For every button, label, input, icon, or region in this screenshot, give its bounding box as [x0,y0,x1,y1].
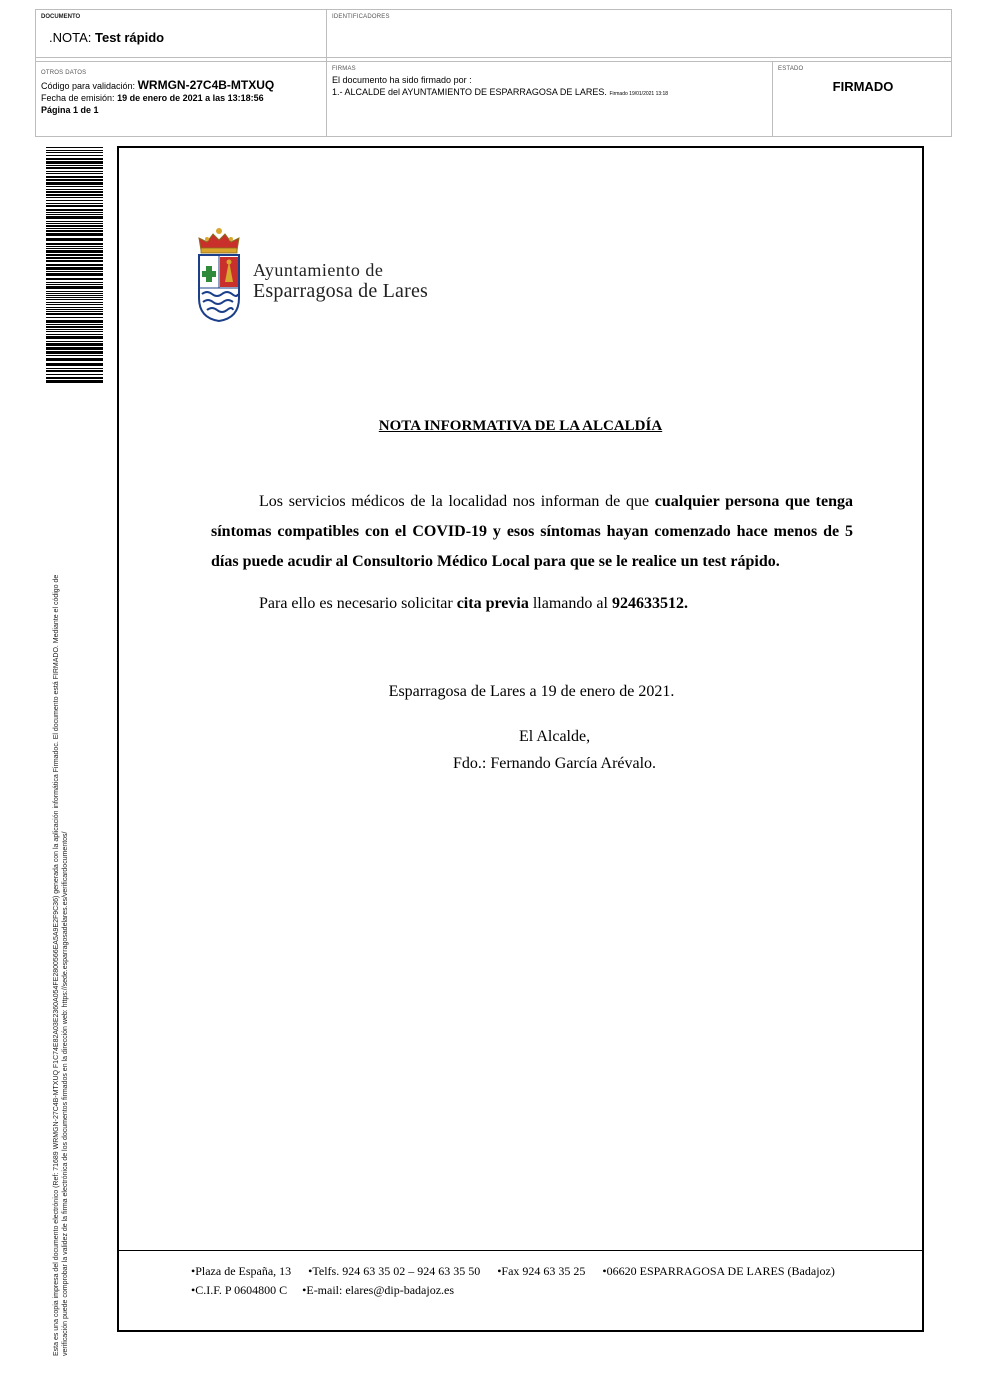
documento-cell [41,14,321,45]
organization-name [253,260,428,302]
document-title [49,30,321,45]
documento-label: DOCUMENTO [41,14,81,20]
bullet-icon: • [308,1264,313,1278]
footer-fax: Fax 924 63 35 25 [501,1264,586,1278]
firmas-intro: El documento ha sido firmado por : [332,75,472,85]
footer-address: Plaza de España, 13 [195,1264,292,1278]
page-count: Página 1 de 1 [41,105,99,115]
footer-phones: Telfs. 924 63 35 02 – 924 63 35 50 [312,1264,481,1278]
header-divider [326,10,327,136]
paragraph-1-text: Los servicios médicos de la localidad nos informan de que [259,493,655,510]
status-badge: FIRMADO [832,79,894,94]
footer-cif: C.I.F. P 0604800 C [195,1283,288,1297]
footer-city: 06620 ESPARRAGOSA DE LARES (Badajoz) [606,1264,835,1278]
firmas-cell [332,66,768,100]
side-note-line-2: verificación puede comprobar la validez de la firma electrónica de los documentos firmados en la dirección web: https://sede.esparragosadelares.es/verificardocumentos/ [62,831,69,1356]
emission-date-line [41,92,323,104]
identificadores-cell [332,14,390,20]
signature-title: El Alcalde, [519,728,591,745]
bullet-icon: • [191,1264,196,1278]
date-line: Esparragosa de Lares a 19 de enero de 2021. [388,683,675,700]
footer-line-2 [191,1283,454,1298]
document-title-text: Test rápido [95,30,165,45]
page-title: NOTA INFORMATIVA DE LA ALCALDÍA [378,418,663,434]
bullet-icon: • [302,1283,307,1297]
estado-label: ESTADO [778,66,804,72]
coat-of-arms-icon [195,226,243,322]
verification-side-note [52,426,70,1356]
footer-line-1 [191,1264,835,1279]
otros-datos-label: OTROS DATOS [41,70,87,76]
estado-cell [778,66,948,94]
barcode-icon [46,147,103,383]
header-divider [36,61,951,62]
header-divider [772,61,773,136]
organization-line-1: Ayuntamiento de [253,260,384,280]
bullet-icon: • [602,1264,607,1278]
bullet-icon: • [497,1264,502,1278]
page-frame [117,146,924,1332]
validation-code-label: Código para validación: [41,81,136,91]
emission-date: 19 de enero de 2021 a las 13:18:56 [117,93,264,103]
identificadores-label: IDENTIFICADORES [332,14,390,20]
header-divider [36,57,951,58]
validation-code[interactable]: WRMGN-27C4B-MTXUQ [137,78,275,92]
firmas-label: FIRMAS [332,66,356,72]
signer-line [332,86,768,100]
organization-line-2: Esparragosa de Lares [253,280,429,302]
paragraph-2-bold-a: cita previa [456,595,529,612]
document-header-table [35,9,952,137]
body-paragraph-1 [211,487,853,577]
paragraph-2-text-b: llamando al [528,595,612,612]
otros-datos-cell [41,70,323,116]
footer-email[interactable]: E-mail: elares@dip-badajoz.es [306,1283,455,1297]
footer-divider [119,1250,922,1251]
paragraph-1-bold: cualquier persona que tenga síntomas compatibles con el COVID-19 y esos síntomas hayan comenzado hace menos de 5 días puede acudir al Consultorio Médico Local para que se le realice un test rápido. [211,493,853,570]
phone-number: 924633512. [611,595,688,612]
side-note-line-1: Esta es una copia impresa del documento electrónico (Ref: 71689 WRMGN-27C4B-MTXUQ F1C74E82A03E2360A054FE2800566EA5A9E2F9C36) generada con la aplicación informática Firmadoc. El documento está FIRMADO. Mediante el código de [53,574,60,1356]
signed-timestamp: Firmado 19/01/2021 13:18 [609,91,669,97]
bullet-icon: • [191,1283,196,1297]
document-title-prefix: .NOTA: [49,30,92,45]
signer-name: 1.- ALCALDE del AYUNTAMIENTO DE ESPARRAGOSA DE LARES. [332,87,607,97]
paragraph-2-text-a: Para ello es necesario solicitar [259,595,457,612]
body-paragraph-2 [259,595,688,613]
emission-date-label: Fecha de emisión: [41,93,115,103]
signature-name: Fdo.: Fernando García Arévalo. [453,755,657,772]
validation-code-line [41,79,323,92]
